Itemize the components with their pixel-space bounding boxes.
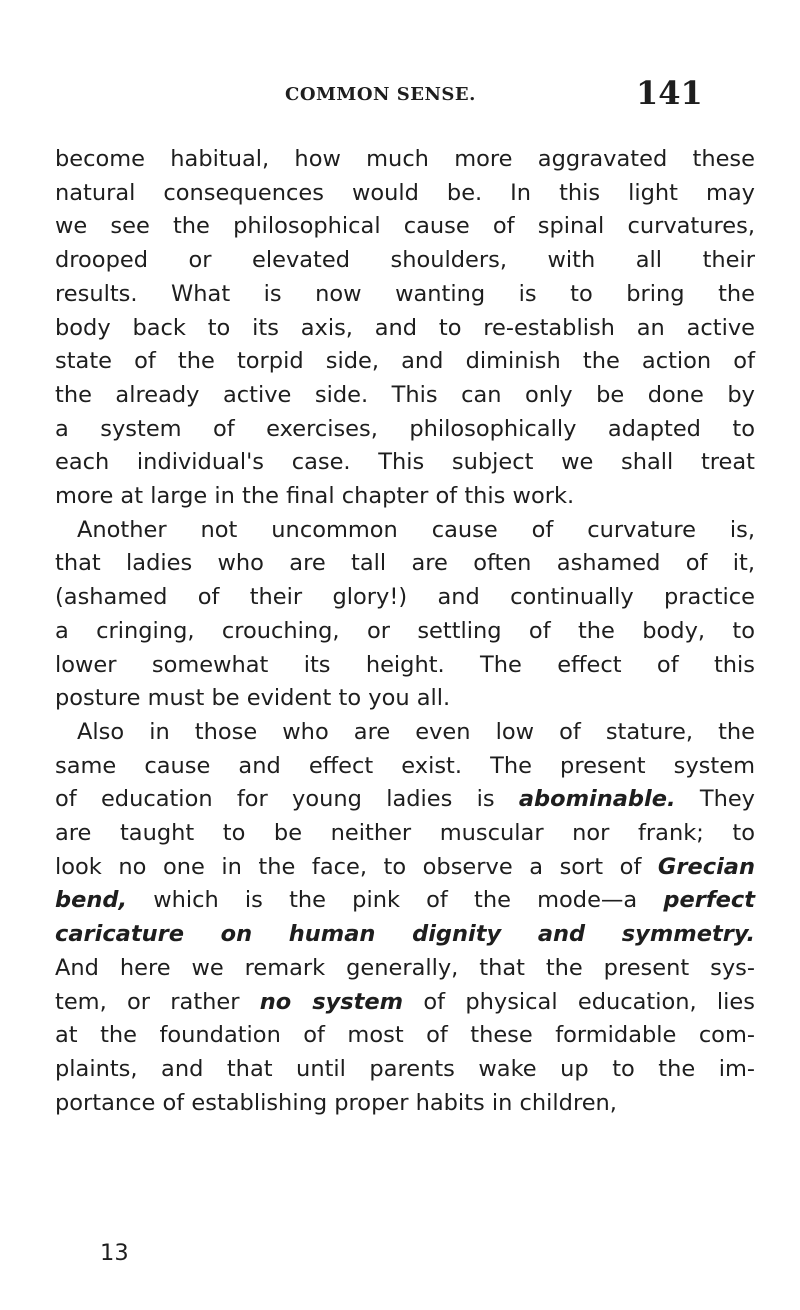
emphasized-text: perfect (663, 887, 755, 914)
text-line (55, 143, 755, 177)
emphasized-text: bend, (55, 887, 128, 914)
text-segment: are taught to be neither muscular nor frank; to (55, 820, 755, 847)
text-line (55, 783, 755, 817)
page-number: 141 (636, 74, 703, 112)
text-segment: body back to its axis, and to re-establish an active (55, 314, 755, 341)
text-segment: same cause and effect exist. The present system (55, 752, 755, 779)
text-line (55, 547, 755, 581)
text-segment: posture must be evident to you all. (55, 685, 451, 712)
text-line (55, 480, 755, 514)
text-line (55, 1087, 755, 1121)
text-segment: of physical education, lies (403, 988, 755, 1015)
text-line (55, 581, 755, 615)
text-line (55, 615, 755, 649)
text-segment: look no one in the face, to observe a sort of (55, 853, 658, 880)
text-line (55, 884, 755, 918)
emphasized-text: caricature on human dignity and symmetry. (55, 921, 755, 948)
text-segment: of education for young ladies is (55, 786, 519, 813)
text-segment: And here we remark generally, that the present sys- (55, 954, 755, 981)
text-line (55, 952, 755, 986)
text-segment: tem, or rather (55, 988, 260, 1015)
text-line (55, 817, 755, 851)
text-line (55, 177, 755, 211)
text-line (55, 379, 755, 413)
text-line (55, 345, 755, 379)
text-segment: plaints, and that until parents wake up to the im- (55, 1055, 755, 1082)
text-line (55, 210, 755, 244)
text-segment: each individual's case. This subject we shall treat (55, 449, 755, 476)
text-segment: more at large in the final chapter of this work. (55, 483, 575, 510)
text-segment: become habitual, how much more aggravated these (55, 146, 755, 172)
text-segment: drooped or elevated shoulders, with all their (55, 247, 755, 274)
text-line (55, 312, 755, 346)
text-segment: a system of exercises, philosophically adapted to (55, 415, 755, 442)
text-segment: state of the torpid side, and diminish the action of (55, 348, 755, 375)
signature-mark: 13 (100, 1240, 129, 1266)
text-segment: natural consequences would be. In this light may (55, 179, 755, 206)
emphasized-text: Grecian (657, 853, 755, 880)
text-line (55, 244, 755, 278)
text-line (55, 413, 755, 447)
text-segment: (ashamed of their glory!) and continually practice (55, 584, 755, 611)
text-segment: a cringing, crouching, or settling of the body, to (55, 617, 755, 644)
text-segment: They (675, 786, 755, 813)
text-segment: lower somewhat its height. The effect of this (55, 651, 755, 678)
emphasized-text: abominable. (518, 786, 676, 813)
text-line (55, 682, 755, 716)
text-segment: results. What is now wanting is to bring the (55, 280, 755, 307)
text-line (55, 278, 755, 312)
emphasized-text: no system (259, 988, 404, 1015)
text-line (55, 851, 755, 885)
text-line (55, 1019, 755, 1053)
text-segment: we see the philosophical cause of spinal curvatures, (55, 213, 755, 240)
text-line (55, 1053, 755, 1087)
body-text (55, 143, 755, 1120)
text-segment: Another not uncommon cause of curvature is, (77, 516, 755, 543)
text-line (55, 918, 755, 952)
text-line (55, 446, 755, 480)
running-title: COMMON SENSE. (285, 84, 476, 105)
text-segment: that ladies who are tall are often ashamed of it, (55, 550, 755, 577)
text-line (55, 649, 755, 683)
text-segment: portance of establishing proper habits in children, (55, 1089, 617, 1116)
text-segment: the already active side. This can only be done by (55, 381, 755, 408)
text-segment: at the foundation of most of these formidable com- (55, 1022, 755, 1049)
text-segment: Also in those who are even low of stature, the (77, 718, 755, 745)
text-line (55, 986, 755, 1020)
text-line (55, 514, 755, 548)
text-line (55, 750, 755, 784)
text-line (55, 716, 755, 750)
text-segment: which is the pink of the mode—a (127, 887, 664, 914)
